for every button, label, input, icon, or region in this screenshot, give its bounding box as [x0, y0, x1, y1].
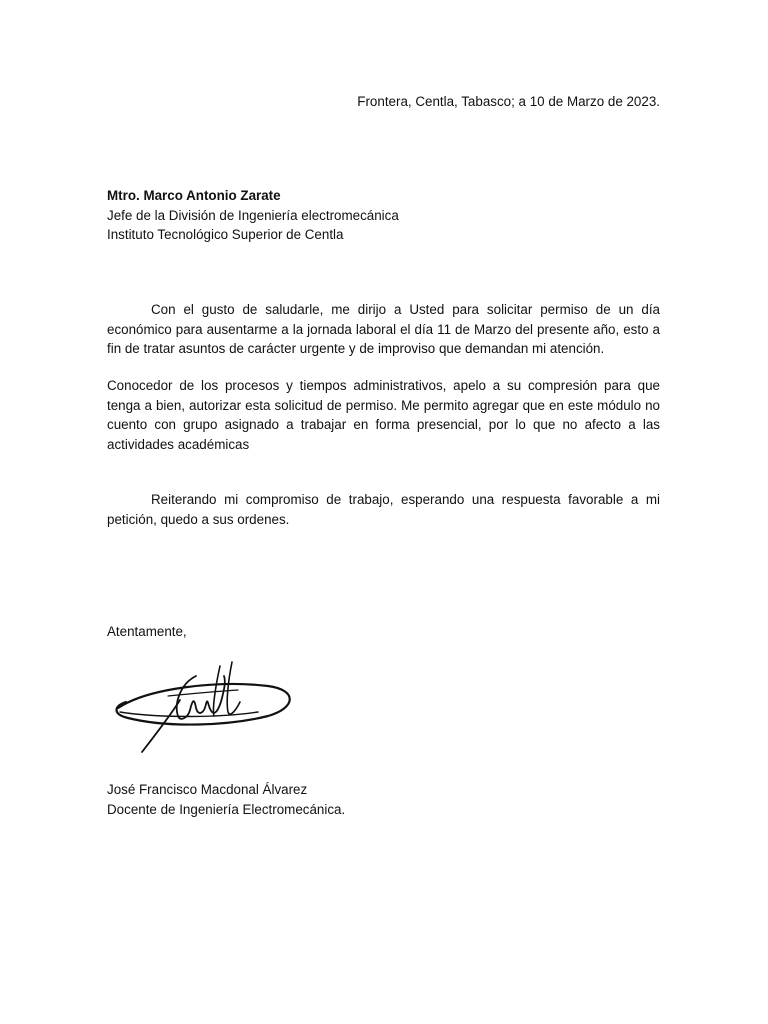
- body-paragraph-1: Con el gusto de saludarle, me dirijo a Usted para solicitar permiso de un día económico para ausentarme a la jornada laboral el día 11 de Marzo del presente año, esto a fin de tratar asuntos de carácter urgente y de improviso que demandan mi atención.: [107, 302, 660, 356]
- recipient-institution: Instituto Tecnológico Superior de Centla: [107, 227, 344, 242]
- handwritten-signature: [108, 656, 298, 760]
- date-line: Frontera, Centla, Tabasco; a 10 de Marzo de 2023.: [357, 94, 660, 109]
- signer-name: José Francisco Macdonal Álvarez: [107, 782, 308, 797]
- closing-line: Atentamente,: [107, 624, 187, 639]
- body-paragraph-3: Reiterando mi compromiso de trabajo, esperando una respuesta favorable a mi petición, quedo a sus ordenes.: [107, 492, 660, 527]
- recipient-name: Mtro. Marco Antonio Zarate: [107, 188, 281, 203]
- recipient-block: [107, 186, 399, 245]
- signer-title: Docente de Ingeniería Electromecánica.: [107, 801, 346, 817]
- body-paragraph-2: Conocedor de los procesos y tiempos administrativos, apelo a su compresión para que tenga a bien, autorizar esta solicitud de permiso. Me permito agregar que en este módulo no cuento con grupo asignado a trabajar en forma presencial, por lo que no afecto a las actividades académicas: [107, 378, 660, 452]
- signer-block: [107, 780, 345, 819]
- recipient-position: Jefe de la División de Ingeniería electromecánica: [107, 207, 399, 223]
